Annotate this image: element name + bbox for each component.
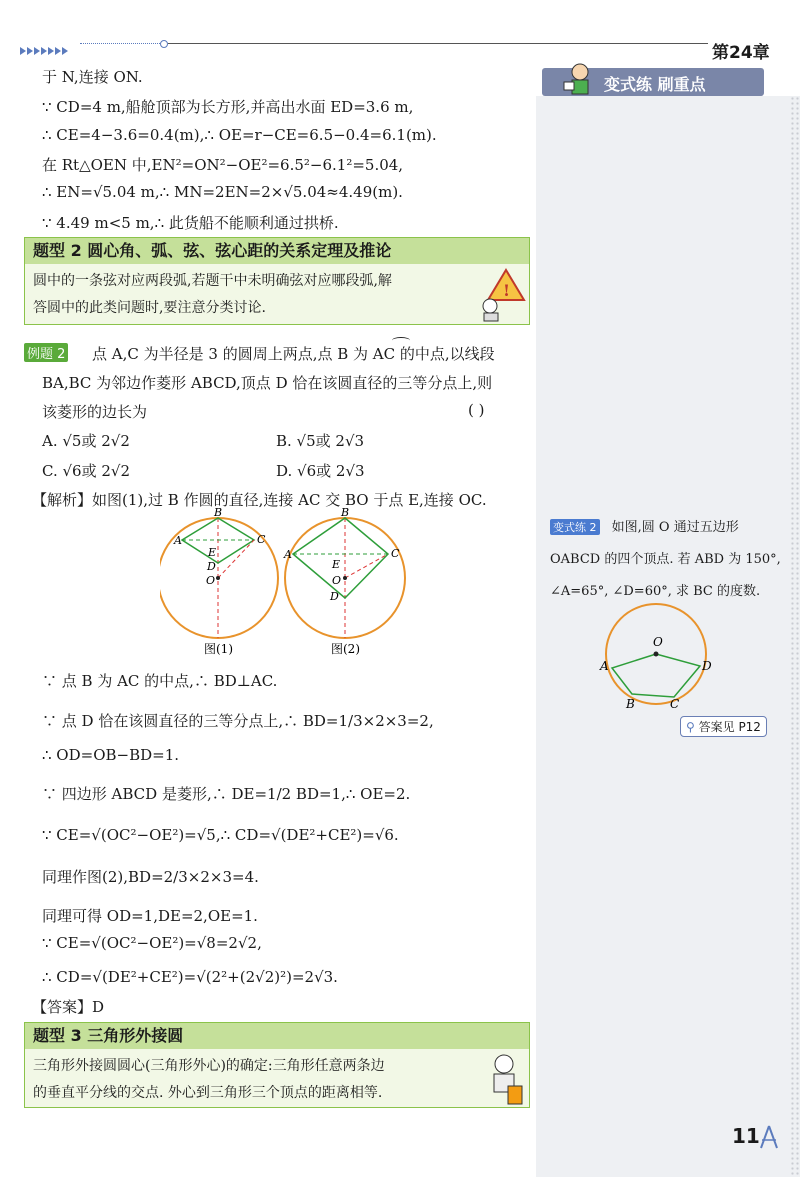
fig2-label-o: O	[332, 574, 342, 587]
fig2-caption: 图(2)	[331, 642, 360, 656]
type3-body-line: 的垂直平分线的交点. 外心到三角形三个顶点的距离相等.	[33, 1085, 383, 1101]
fig1-label-a: A	[174, 534, 182, 547]
fig1-label-d: D	[207, 560, 216, 573]
analysis-line: 同理作图(2),BD=2/3×2×3=4.	[42, 868, 259, 886]
arc-mark	[392, 337, 410, 344]
fig1-label-e: E	[208, 546, 217, 559]
fig1-label-o: O	[206, 574, 216, 587]
answer-blank: ( )	[468, 401, 485, 419]
fig2-label-c: C	[391, 547, 400, 560]
example2-badge: 例题 2	[24, 343, 68, 362]
fig2-center	[343, 576, 347, 580]
option-b: B. √5或 2√3	[276, 432, 365, 450]
solution-line: ∵ 4.49 m<5 m,∴ 此货船不能顺利通过拱桥.	[42, 214, 339, 232]
solution-line: 在 Rt△OEN 中,EN²=ON²−OE²=6.5²−6.1²=5.04,	[42, 156, 404, 174]
type3-box	[24, 1022, 530, 1108]
svg-text:!: !	[503, 281, 511, 300]
side-label-a: A	[600, 659, 609, 673]
sidebar-dot-pattern	[790, 96, 800, 1177]
solution-line: 于 N,连接 ON.	[42, 68, 143, 86]
side-exercise-line: ∠A=65°, ∠D=60°, 求 BC 的度数.	[550, 584, 761, 599]
fig1-label-b: B	[214, 508, 223, 519]
fig2-label-b: B	[341, 508, 350, 519]
chapter-label: 第24章	[712, 43, 770, 63]
type2-body-line: 答圆中的此类问题时,要注意分类讨论.	[33, 300, 266, 316]
analysis-line: ∴ OD=OB−BD=1.	[42, 746, 180, 764]
analysis-line: ∵ 点 B 为 AC 的中点,∴ BD⊥AC.	[42, 672, 278, 690]
figures-svg	[160, 508, 420, 658]
analysis-line: ∵ 四边形 ABCD 是菱形,∴ DE=1/2 BD=1,∴ OE=2.	[42, 785, 411, 803]
side-title: 变式练 刷重点	[604, 75, 706, 94]
thinking-mascot-icon	[482, 1050, 528, 1106]
analysis-line: ∵ CE=√(OC²−OE²)=√8=2√2,	[42, 934, 262, 952]
warning-mascot-icon	[476, 266, 526, 322]
answer-line: 【答案】D	[32, 998, 105, 1016]
example2-line: BA,BC 为邻边作菱形 ABCD,顶点 D 恰在该圆直径的三等分点上,则	[42, 374, 493, 392]
fig1-caption: 图(1)	[204, 642, 233, 656]
side-figure	[594, 600, 724, 710]
solution-line: ∴ CE=4−3.6=0.4(m),∴ OE=r−CE=6.5−0.4=6.1(m).	[42, 126, 437, 144]
analysis-line: ∵ 点 D 恰在该圆直径的三等分点上,∴ BD=1/3×2×3=2,	[42, 712, 434, 730]
side-label-d: D	[702, 659, 712, 673]
compass-icon	[756, 1124, 782, 1150]
example2-line: 该菱形的边长为	[42, 403, 148, 421]
analysis-line: ∴ CD=√(DE²+CE²)=√(2²+(2√2)²)=2√3.	[42, 968, 338, 986]
fig2-label-e: E	[332, 558, 341, 571]
solution-line: ∴ EN=√5.04 m,∴ MN=2EN=2×√5.04≈4.49(m).	[42, 183, 403, 201]
figure-2	[283, 508, 405, 638]
student-mascot-icon	[560, 58, 600, 98]
side-label-b: B	[626, 697, 635, 710]
type2-body-line: 圆中的一条弦对应两段弧,若题干中未明确弦对应哪段弧,解	[33, 273, 392, 289]
type3-body-line: 三角形外接圆圆心(三角形外心)的确定:三角形任意两条边	[33, 1058, 385, 1074]
analysis-line: 同理可得 OD=1,DE=2,OE=1.	[42, 907, 258, 925]
option-d: D. √6或 2√3	[276, 462, 365, 480]
top-rule	[20, 40, 710, 50]
figure-1	[160, 508, 278, 638]
side-exercise-line: OABCD 的四个顶点. 若 ABD 为 150°,	[550, 552, 781, 567]
type2-title: 题型 2 圆心角、弧、弦、弦心距的关系定理及推论	[25, 238, 529, 264]
fig2-oc	[345, 554, 388, 578]
analysis-line: ∵ CE=√(OC²−OE²)=√5,∴ CD=√(DE²+CE²)=√6.	[42, 826, 399, 844]
side-pentagon	[612, 654, 700, 697]
fig2-label-d: D	[330, 590, 339, 603]
type2-box	[24, 237, 530, 325]
page-number: 11	[732, 1124, 760, 1148]
answer-reference[interactable]: ⚲ 答案见 P12	[680, 716, 767, 737]
option-c: C. √6或 2√2	[42, 462, 130, 480]
side-label-o: O	[653, 635, 663, 649]
side-label-c: C	[670, 697, 680, 710]
side-exercise-line: 变式练 2 如图,圆 O 通过五边形	[550, 516, 739, 535]
key-icon: ⚲	[686, 720, 695, 734]
solution-line: ∵ CD=4 m,船舱顶部为长方形,并高出水面 ED=3.6 m,	[42, 98, 414, 116]
type3-title: 题型 3 三角形外接圆	[25, 1023, 529, 1049]
side-exercise-badge: 变式练 2	[550, 519, 600, 535]
side-center	[654, 652, 659, 657]
fig1-center	[216, 576, 220, 580]
example2-line: 点 A,C 为半径是 3 的圆周上两点,点 B 为 AC 的中点,以线段	[92, 345, 495, 363]
fig2-label-a: A	[284, 548, 292, 561]
fig1-label-c: C	[257, 533, 266, 546]
analysis-intro: 【解析】如图(1),过 B 作圆的直径,连接 AC 交 BO 于点 E,连接 OC.	[32, 491, 487, 509]
option-a: A. √5或 2√2	[42, 432, 130, 450]
